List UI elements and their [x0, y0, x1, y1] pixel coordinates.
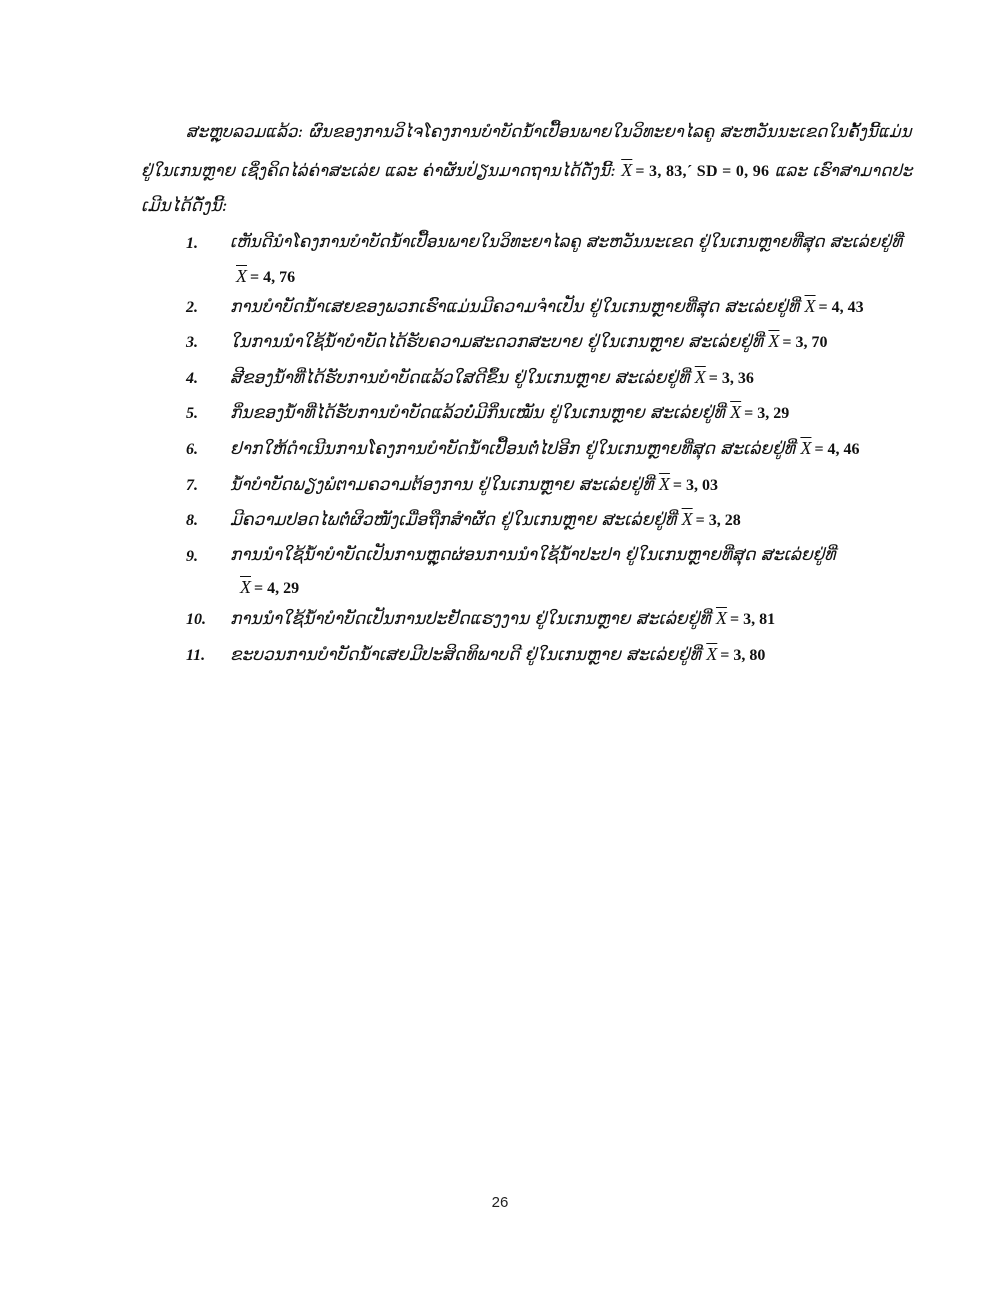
list-item-text [230, 507, 741, 533]
mean-value: = 4, 43 [818, 299, 864, 316]
mean-symbol: $\overline{X}$ [706, 644, 718, 664]
list-item-label: ກິ່ນຂອງນ້ຳທີ່ໄດ້ຮັບການບຳບັດແລ້ວບໍ່ມີກິ່ນເໝັນ ຢູ່ໃນເກນຫຼາຍ ສະເລ່ຍຢູ່ທີ່ [230, 403, 725, 423]
mean-value: = 3, 03 [672, 477, 719, 494]
list-item-number: 8. [186, 512, 198, 529]
mean-symbol: $\overline{X}$ [621, 160, 633, 180]
list-item-number: 1. [186, 235, 198, 252]
mean-symbol: $\overline{X}$ [804, 296, 816, 316]
list-item-text [230, 472, 718, 498]
list-item-text [230, 400, 789, 426]
mean-value: = 3, 28 [695, 512, 741, 529]
list-item-number: 4. [186, 370, 198, 387]
mean-value: = 3, 36 [708, 370, 754, 387]
mean-symbol: $\overline{X}$ [694, 367, 706, 387]
mean-value: = 4, 76 [250, 269, 296, 286]
list-item-text [230, 329, 828, 355]
list-item-label: ໃນການນຳໃຊ້ນ້ຳບຳບັດໄດ້ຮັບຄວາມສະດວກສະບາຍ ຢູ່ໃນເກນຫຼາຍ ສະເລ່ຍຢູ່ທີ່ [230, 332, 764, 352]
intro-line-1: ສະຫຼຸບລວມແລ້ວ: ຜົນຂອງການວິໄຈໂຄງການບຳບັດນ້ຳເປື້ອນພາຍໃນວິທະຍາໄລຄູ ສະຫວັນນະເຂດໃນຄັ້ງນີ້ແມ່ນ [186, 122, 912, 141]
page-number: 26 [491, 1194, 509, 1211]
intro-line-2-text: ຢູ່ໃນເກນຫຼາຍ ເຊິ່ງຄິດໄລ່ຄ່າສະເລ່ຍ ແລະ ຄ່າຜັນປ່ຽນມາດຖານໄດ້ດັ່ງນີ້: [141, 161, 616, 180]
intro-line-3: ເມີນໄດ້ດັ່ງນີ້: [141, 196, 228, 216]
list-item-text: ເຫັນດີນຳໂຄງການບຳບັດນ້ຳເປື້ອນພາຍໃນວິທະຍາໄລຄູ ສະຫວັນນະເຂດ ຢູ່ໃນເກນຫຼາຍທີ່ສຸດ ສະເລ່ຍຢູ່ທີ່ [230, 232, 903, 251]
mean-symbol: $\overline{X}$ [658, 474, 670, 494]
list-item-label: ນ້ຳບຳບັດພຽງພໍຕາມຄວາມຕ້ອງການ ຢູ່ໃນເກນຫຼາຍ ສະເລ່ຍຢູ່ທີ່ [230, 475, 654, 495]
list-item-number: 3. [186, 334, 198, 351]
list-item-label: ສີຂອງນ້ຳທີ່ໄດ້ຮັບການບຳບັດແລ້ວໃສດີຂຶ້ນ ຢູ່ໃນເກນຫຼາຍ ສະເລ່ຍຢູ່ທີ່ [230, 368, 690, 388]
list-item-text [230, 294, 864, 320]
intro-line-2 [141, 158, 912, 184]
mean-symbol: $\overline{X}$ [800, 438, 812, 458]
mean-symbol: $\overline{X}$ [681, 509, 693, 529]
mean-symbol: $\overline{X}$ [236, 266, 247, 286]
mean-value: = 3, 29 [744, 405, 790, 422]
list-item-number: 10. [186, 611, 206, 628]
list-item-text [230, 436, 860, 462]
mean-symbol: $\overline{X}$ [730, 402, 742, 422]
mean-value: = 4, 46 [814, 441, 860, 458]
list-item-value [236, 264, 295, 290]
list-item-number: 11. [186, 647, 206, 664]
list-item-text [230, 642, 765, 668]
list-item-number: 9. [186, 548, 198, 565]
mean-symbol: $\overline{X}$ [240, 577, 251, 597]
intro-line-2-tail: ແລະ ເຮົາສາມາດປະ [774, 161, 913, 180]
mean-symbol: $\overline{X}$ [768, 331, 780, 351]
list-item-value [240, 575, 299, 601]
intro-statistics: = 3, 83,´ SD = 0, 96 [635, 163, 770, 180]
list-item-text [230, 365, 754, 391]
list-item-label: ການນຳໃຊ້ນ້ຳບຳບັດເປັນການປະຢັດແຮງງານ ຢູ່ໃນເກນຫຼາຍ ສະເລ່ຍຢູ່ທີ່ [230, 609, 711, 629]
list-item-label: ມີຄວາມປອດໄພຕໍ່ຜິວໜັງເມື່ອຖືກສຳຜັດ ຢູ່ໃນເກນຫຼາຍ ສະເລ່ຍຢູ່ທີ່ [230, 510, 677, 530]
list-item-number: 7. [186, 477, 198, 494]
list-item-label: ຂະບວນການບຳບັດນ້ຳເສຍມີປະສິດທິພາບດີ ຢູ່ໃນເກນຫຼາຍ ສະເລ່ຍຢູ່ທີ່ [230, 645, 701, 665]
mean-symbol: $\overline{X}$ [715, 608, 727, 628]
list-item-text: ການນຳໃຊ້ນ້ຳບຳບັດເປັນການຫຼຸດຜ່ອນການນຳໃຊ້ນ້ຳປະປາ ຢູ່ໃນເກນຫຼາຍທີ່ສຸດ ສະເລ່ຍຢູ່ທີ່ [230, 545, 836, 565]
list-item-text [230, 606, 775, 632]
mean-value: = 3, 80 [720, 647, 766, 664]
list-item-number: 5. [186, 405, 198, 422]
list-item-number: 2. [186, 299, 198, 316]
list-item-number: 6. [186, 441, 198, 458]
list-item-label: ການບຳບັດນ້ຳເສຍຂອງພວກເຮົາແມ່ນມີຄວາມຈຳເປັນ ຢູ່ໃນເກນຫຼາຍທີ່ສຸດ ສະເລ່ຍຢູ່ທີ່ [230, 297, 800, 317]
mean-value: = 3, 81 [729, 611, 776, 628]
mean-value: = 3, 70 [782, 334, 828, 351]
list-item-label: ຢາກໃຫ້ດຳເນີນການໂຄງການບຳບັດນ້ຳເປື້ອນຕໍ່ໄປອີກ ຢູ່ໃນເກນຫຼາຍທີ່ສຸດ ສະເລ່ຍຢູ່ທີ່ [230, 439, 796, 459]
mean-value: = 4, 29 [254, 580, 300, 597]
